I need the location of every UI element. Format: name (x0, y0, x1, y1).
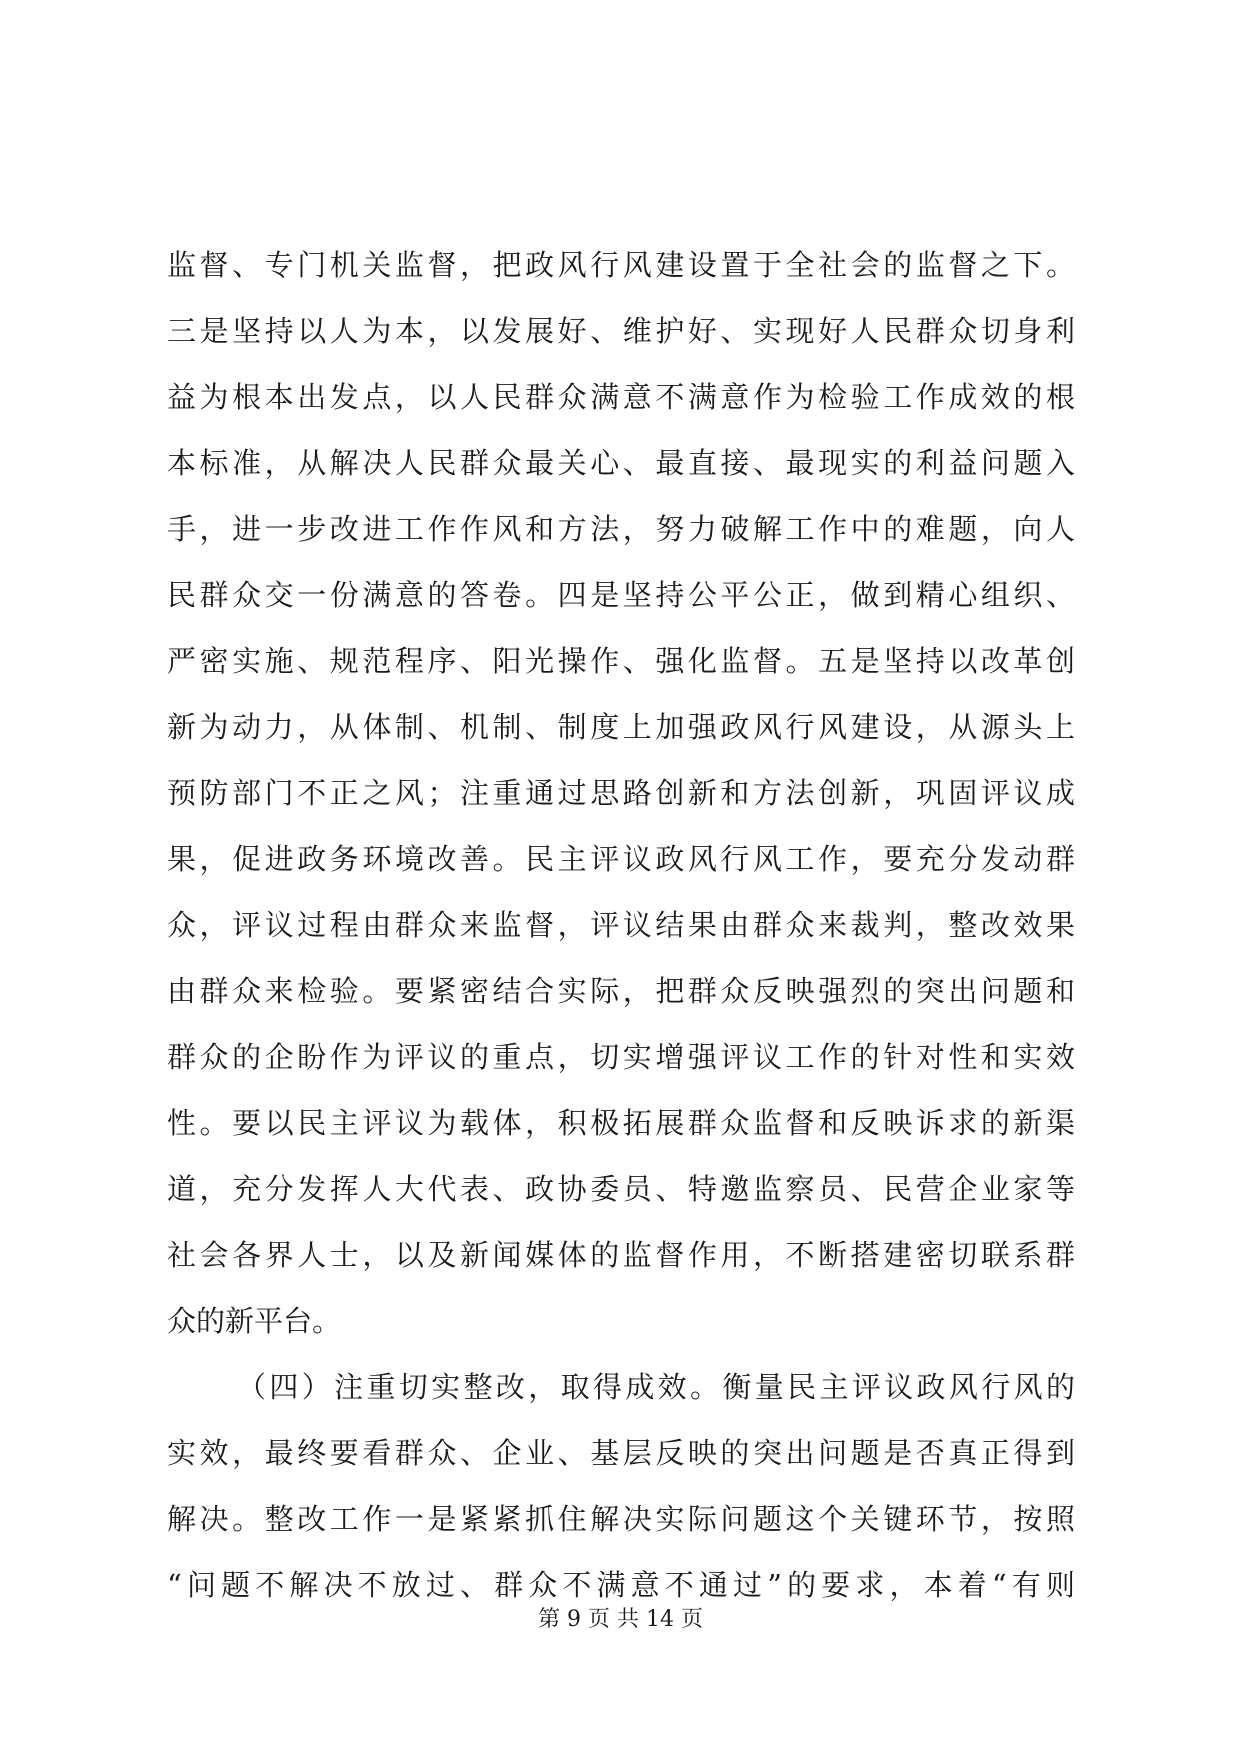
text-line: 新为动力，从体制、机制、制度上加强政风行风建设，从源头上 (167, 710, 1075, 744)
text-line: 三是坚持以人为本，以发展好、维护好、实现好人民群众切身利 (167, 314, 1075, 348)
text-line: 严密实施、规范程序、阳光操作、强化监督。五是坚持以改革创 (167, 644, 1075, 678)
text-line: 益为根本出发点，以人民群众满意不满意作为检验工作成效的根 (167, 380, 1075, 414)
text-line: 社会各界人士，以及新闻媒体的监督作用，不断搭建密切联系群 (167, 1238, 1075, 1272)
text-line: 众的新平台。 (167, 1304, 342, 1338)
paragraph (167, 1354, 1075, 1618)
text-line: 民群众交一份满意的答卷。四是坚持公平公正，做到精心组织、 (167, 578, 1075, 612)
text-line: 实效，最终要看群众、企业、基层反映的突出问题是否真正得到 (167, 1436, 1075, 1470)
text-line: （四）注重切实整改，取得成效。衡量民主评议政风行风的 (237, 1370, 1075, 1404)
text-line: 预防部门不正之风；注重通过思路创新和方法创新，巩固评议成 (167, 776, 1075, 810)
text-line: 众，评议过程由群众来监督，评议结果由群众来裁判，整改效果 (167, 908, 1075, 942)
paragraph (167, 232, 1075, 1354)
text-line: 道，充分发挥人大代表、政协委员、特邀监察员、民营企业家等 (167, 1172, 1075, 1206)
text-line: 果，促进政务环境改善。民主评议政风行风工作，要充分发动群 (167, 842, 1075, 876)
text-line: 性。要以民主评议为载体，积极拓展群众监督和反映诉求的新渠 (167, 1106, 1075, 1140)
text-line: 群众的企盼作为评议的重点，切实增强评议工作的针对性和实效 (167, 1040, 1075, 1074)
text-line: “问题不解决不放过、群众不满意不通过”的要求，本着“有则 (167, 1568, 1075, 1602)
text-line: 手，进一步改进工作作风和方法，努力破解工作中的难题，向人 (167, 512, 1075, 546)
text-line: 监督、专门机关监督，把政风行风建设置于全社会的监督之下。 (167, 248, 1075, 282)
body-text (167, 232, 1075, 1618)
text-line: 本标准，从解决人民群众最关心、最直接、最现实的利益问题入 (167, 446, 1075, 480)
page-footer: 第 9 页 共 14 页 (538, 1607, 703, 1632)
text-line: 解决。整改工作一是紧紧抓住解决实际问题这个关键环节，按照 (167, 1502, 1075, 1536)
text-line: 由群众来检验。要紧密结合实际，把群众反映强烈的突出问题和 (167, 974, 1075, 1008)
